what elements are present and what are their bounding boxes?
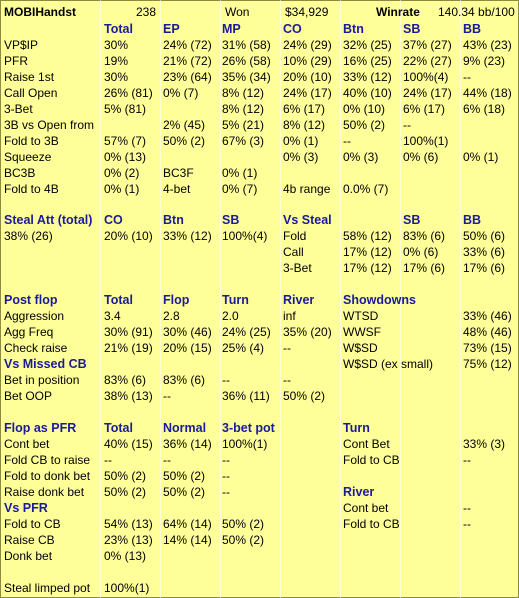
stat-cell: -- (222, 453, 230, 467)
stat-cell: 0% (1) (222, 166, 258, 180)
stat-label: WTSD (343, 309, 379, 323)
stat-label: Fold to CB (4, 517, 61, 531)
col-header: MP (222, 22, 241, 36)
stat-cell: 26% (81) (104, 86, 153, 100)
stat-cell: 0% (13) (104, 150, 147, 164)
column-divider (340, 0, 341, 598)
stat-cell: 0% (7) (222, 182, 258, 196)
stat-cell: 30% (91) (104, 325, 153, 339)
section-title: Vs Missed CB (4, 357, 87, 371)
section-title: Steal Att (total) (4, 213, 93, 227)
winrate-label: Winrate (376, 5, 420, 19)
column-divider (220, 0, 221, 598)
section-title: Vs Steal (283, 213, 332, 227)
stat-cell: 16% (25) (343, 54, 392, 68)
stat-cell: 14% (14) (163, 533, 212, 547)
stat-cell: -- (283, 373, 291, 387)
stat-cell: -- (463, 517, 471, 531)
stat-cell: 44% (18) (463, 86, 512, 100)
column-divider (100, 0, 101, 598)
stat-cell: 8% (12) (222, 86, 265, 100)
stat-cell: 100%(1) (104, 581, 150, 595)
stat-cell: 17% (6) (463, 261, 506, 275)
stat-cell: -- (343, 134, 351, 148)
section-title: River (343, 485, 375, 499)
stat-cell: 37% (27) (403, 38, 452, 52)
col-header: Total (104, 421, 133, 435)
section-title: Turn (343, 421, 370, 435)
stat-label: Call (283, 245, 304, 259)
col-header: SB (403, 213, 421, 227)
stat-cell: 35% (34) (222, 70, 271, 84)
stat-label: Cont bet (4, 437, 50, 451)
stat-cell: 5% (21) (222, 118, 265, 132)
stat-cell: 83% (6) (104, 373, 147, 387)
stat-cell: 20% (10) (283, 70, 332, 84)
stat-cell: -- (222, 469, 230, 483)
stat-cell: 30% (104, 38, 129, 52)
stat-cell: -- (283, 341, 291, 355)
stat-cell: 54% (13) (104, 517, 153, 531)
stat-cell: 73% (15) (463, 341, 512, 355)
stat-cell: 75% (12) (463, 357, 512, 371)
player-name: MOBIHandst (4, 5, 76, 19)
col-header: Total (104, 22, 133, 36)
stat-label: Cont Bet (343, 437, 390, 451)
stat-cell: 24% (25) (222, 325, 271, 339)
stat-cell: 31% (58) (222, 38, 271, 52)
stat-cell: 26% (58) (222, 54, 271, 68)
stat-cell: 0% (3) (343, 150, 379, 164)
stat-cell: 100%(4) (222, 229, 268, 243)
hands-count: 238 (136, 5, 157, 19)
stat-cell: 6% (17) (403, 102, 446, 116)
stat-cell: -- (104, 453, 112, 467)
stat-label: Raise 1st (4, 70, 55, 84)
stat-cell: 40% (15) (104, 437, 153, 451)
stat-label: Fold to 3B (4, 134, 59, 148)
stat-label: WWSF (343, 325, 381, 339)
stat-cell: 24% (17) (403, 86, 452, 100)
stat-cell: 24% (72) (163, 38, 212, 52)
stat-label: Check raise (4, 341, 68, 355)
stat-label: BC3B (4, 166, 36, 180)
stat-cell: 83% (6) (163, 373, 206, 387)
stat-cell: 40% (10) (343, 86, 392, 100)
col-header: BB (463, 22, 482, 36)
stat-cell: 4b range (283, 182, 331, 196)
col-header: Flop (163, 293, 190, 307)
stat-cell: 19% (104, 54, 129, 68)
stat-cell: 0% (13) (104, 549, 147, 563)
stat-label: Aggression (4, 309, 65, 323)
stat-cell: 33% (3) (463, 437, 506, 451)
stat-label: Donk bet (4, 549, 53, 563)
stat-cell: 0% (3) (283, 150, 319, 164)
col-header: 3-bet pot (222, 421, 275, 435)
section-title: Flop as PFR (4, 421, 77, 435)
stat-cell: 6% (17) (283, 102, 326, 116)
col-header: River (283, 293, 315, 307)
stat-cell: 38% (13) (104, 389, 153, 403)
stat-cell: 50% (2) (343, 118, 386, 132)
stat-cell: -- (222, 373, 230, 387)
stat-label: Fold to 4B (4, 182, 59, 196)
stat-label: Cont bet (343, 501, 389, 515)
stat-cell: 38% (26) (4, 229, 53, 243)
stat-label: VP$IP (4, 38, 39, 52)
stat-label: Fold to CB (343, 517, 400, 531)
stat-label: Fold CB to raise (4, 453, 91, 467)
stat-cell: 23% (64) (163, 70, 212, 84)
stat-cell: 100%(1) (222, 437, 268, 451)
stat-cell: 33% (6) (463, 245, 506, 259)
stat-cell: 50% (2) (104, 469, 147, 483)
stat-cell: 20% (10) (104, 229, 153, 243)
stat-cell: 21% (19) (104, 341, 153, 355)
stat-cell: 0% (10) (343, 102, 386, 116)
stat-cell: 33% (12) (163, 229, 212, 243)
stat-cell: 0% (1) (104, 182, 140, 196)
stat-label: W$SD (343, 341, 378, 355)
col-header: SB (403, 22, 421, 36)
stat-cell: 5% (81) (104, 102, 147, 116)
stat-cell: -- (463, 501, 471, 515)
won-label: Won (225, 5, 250, 19)
stat-cell: 24% (29) (283, 38, 332, 52)
stat-cell: 33% (46) (463, 309, 512, 323)
stat-label: 3-Bet (4, 102, 33, 116)
stat-cell: 22% (27) (403, 54, 452, 68)
stat-cell: -- (403, 118, 411, 132)
stat-cell: 32% (25) (343, 38, 392, 52)
stat-label: Fold (283, 229, 307, 243)
stat-cell: -- (163, 453, 171, 467)
stat-cell: 6% (18) (463, 102, 506, 116)
col-header: BB (463, 213, 482, 227)
stat-cell: 50% (2) (283, 389, 326, 403)
col-header: Normal (163, 421, 207, 435)
stat-cell: BC3F (163, 166, 194, 180)
stat-label: Fold to donk bet (4, 469, 91, 483)
stat-cell: 57% (7) (104, 134, 147, 148)
stat-cell: 2% (45) (163, 118, 206, 132)
stat-cell: 50% (2) (222, 533, 265, 547)
col-header: CO (104, 213, 123, 227)
stat-cell: 67% (3) (222, 134, 265, 148)
stat-cell: 58% (12) (343, 229, 392, 243)
stat-cell: -- (463, 453, 471, 467)
stat-cell: 9% (23) (463, 54, 506, 68)
stat-label: Bet in position (4, 373, 80, 387)
stat-label: Raise CB (4, 533, 55, 547)
stat-cell: 3.4 (104, 309, 121, 323)
stat-cell: 23% (13) (104, 533, 153, 547)
won-value: $34,929 (285, 5, 329, 19)
stat-cell: 43% (23) (463, 38, 512, 52)
stat-cell: 0% (1) (463, 150, 499, 164)
stat-cell: 50% (2) (163, 469, 206, 483)
stat-cell: 0% (6) (403, 150, 439, 164)
stat-cell: 0% (2) (104, 166, 140, 180)
section-title: Vs PFR (4, 501, 48, 515)
stat-cell: 30% (104, 70, 129, 84)
stat-cell: 20% (15) (163, 341, 212, 355)
winrate-value: 140.34 bb/100 (438, 5, 515, 19)
stat-cell: 50% (2) (163, 485, 206, 499)
stat-label: Fold to CB (343, 453, 400, 467)
stat-label: Call Open (4, 86, 58, 100)
stat-cell: inf (283, 309, 296, 323)
stat-cell: 83% (6) (403, 229, 446, 243)
stat-label: Steal limped pot (4, 581, 91, 595)
col-header: CO (283, 22, 302, 36)
col-header: Total (104, 293, 133, 307)
stat-label: Squeeze (4, 150, 52, 164)
stat-cell: 64% (14) (163, 517, 212, 531)
stat-cell: -- (463, 70, 471, 84)
stat-label: 3B vs Open from (4, 118, 95, 132)
stat-cell: 100%(1) (403, 134, 449, 148)
stat-cell: 25% (4) (222, 341, 265, 355)
stat-cell: 48% (46) (463, 325, 512, 339)
col-header: Btn (343, 22, 364, 36)
stat-cell: 36% (14) (163, 437, 212, 451)
stat-cell: 10% (29) (283, 54, 332, 68)
column-divider (160, 0, 161, 598)
stat-cell: 33% (12) (343, 70, 392, 84)
stat-label: PFR (4, 54, 28, 68)
stat-cell: 0% (6) (403, 245, 439, 259)
stat-cell: 4-bet (163, 182, 191, 196)
col-header: EP (163, 22, 180, 36)
stat-cell: 17% (12) (343, 245, 392, 259)
stat-cell: 50% (2) (104, 485, 147, 499)
stat-cell: 50% (2) (222, 517, 265, 531)
stat-cell: 2.0 (222, 309, 239, 323)
stat-label: Agg Freq (4, 325, 54, 339)
stat-cell: -- (222, 485, 230, 499)
stat-label: Raise donk bet (4, 485, 85, 499)
column-divider (280, 0, 281, 598)
stat-cell: 0.0% (7) (343, 182, 389, 196)
stat-label: W$SD (ex small) (343, 357, 434, 371)
stat-cell: -- (163, 389, 171, 403)
stat-cell: 35% (20) (283, 325, 332, 339)
stat-cell: 8% (12) (283, 118, 326, 132)
col-header: SB (222, 213, 240, 227)
stat-cell: 30% (46) (163, 325, 212, 339)
stat-label: Bet OOP (4, 389, 53, 403)
stat-cell: 17% (6) (403, 261, 446, 275)
stat-cell: 100%(4) (403, 70, 449, 84)
stat-cell: 50% (6) (463, 229, 506, 243)
stat-label: 3-Bet (283, 261, 312, 275)
stat-cell: 2.8 (163, 309, 180, 323)
section-title: Showdowns (343, 293, 416, 307)
stat-cell: 24% (17) (283, 86, 332, 100)
col-header: Turn (222, 293, 249, 307)
stat-cell: 17% (12) (343, 261, 392, 275)
col-header: Btn (163, 213, 184, 227)
stat-cell: 0% (1) (283, 134, 319, 148)
stat-cell: 50% (2) (163, 134, 206, 148)
stat-cell: 8% (12) (222, 102, 265, 116)
section-title: Post flop (4, 293, 58, 307)
stat-cell: 36% (11) (222, 389, 270, 403)
stat-cell: 0% (7) (163, 86, 199, 100)
column-divider (460, 0, 461, 598)
stat-cell: 21% (72) (163, 54, 212, 68)
